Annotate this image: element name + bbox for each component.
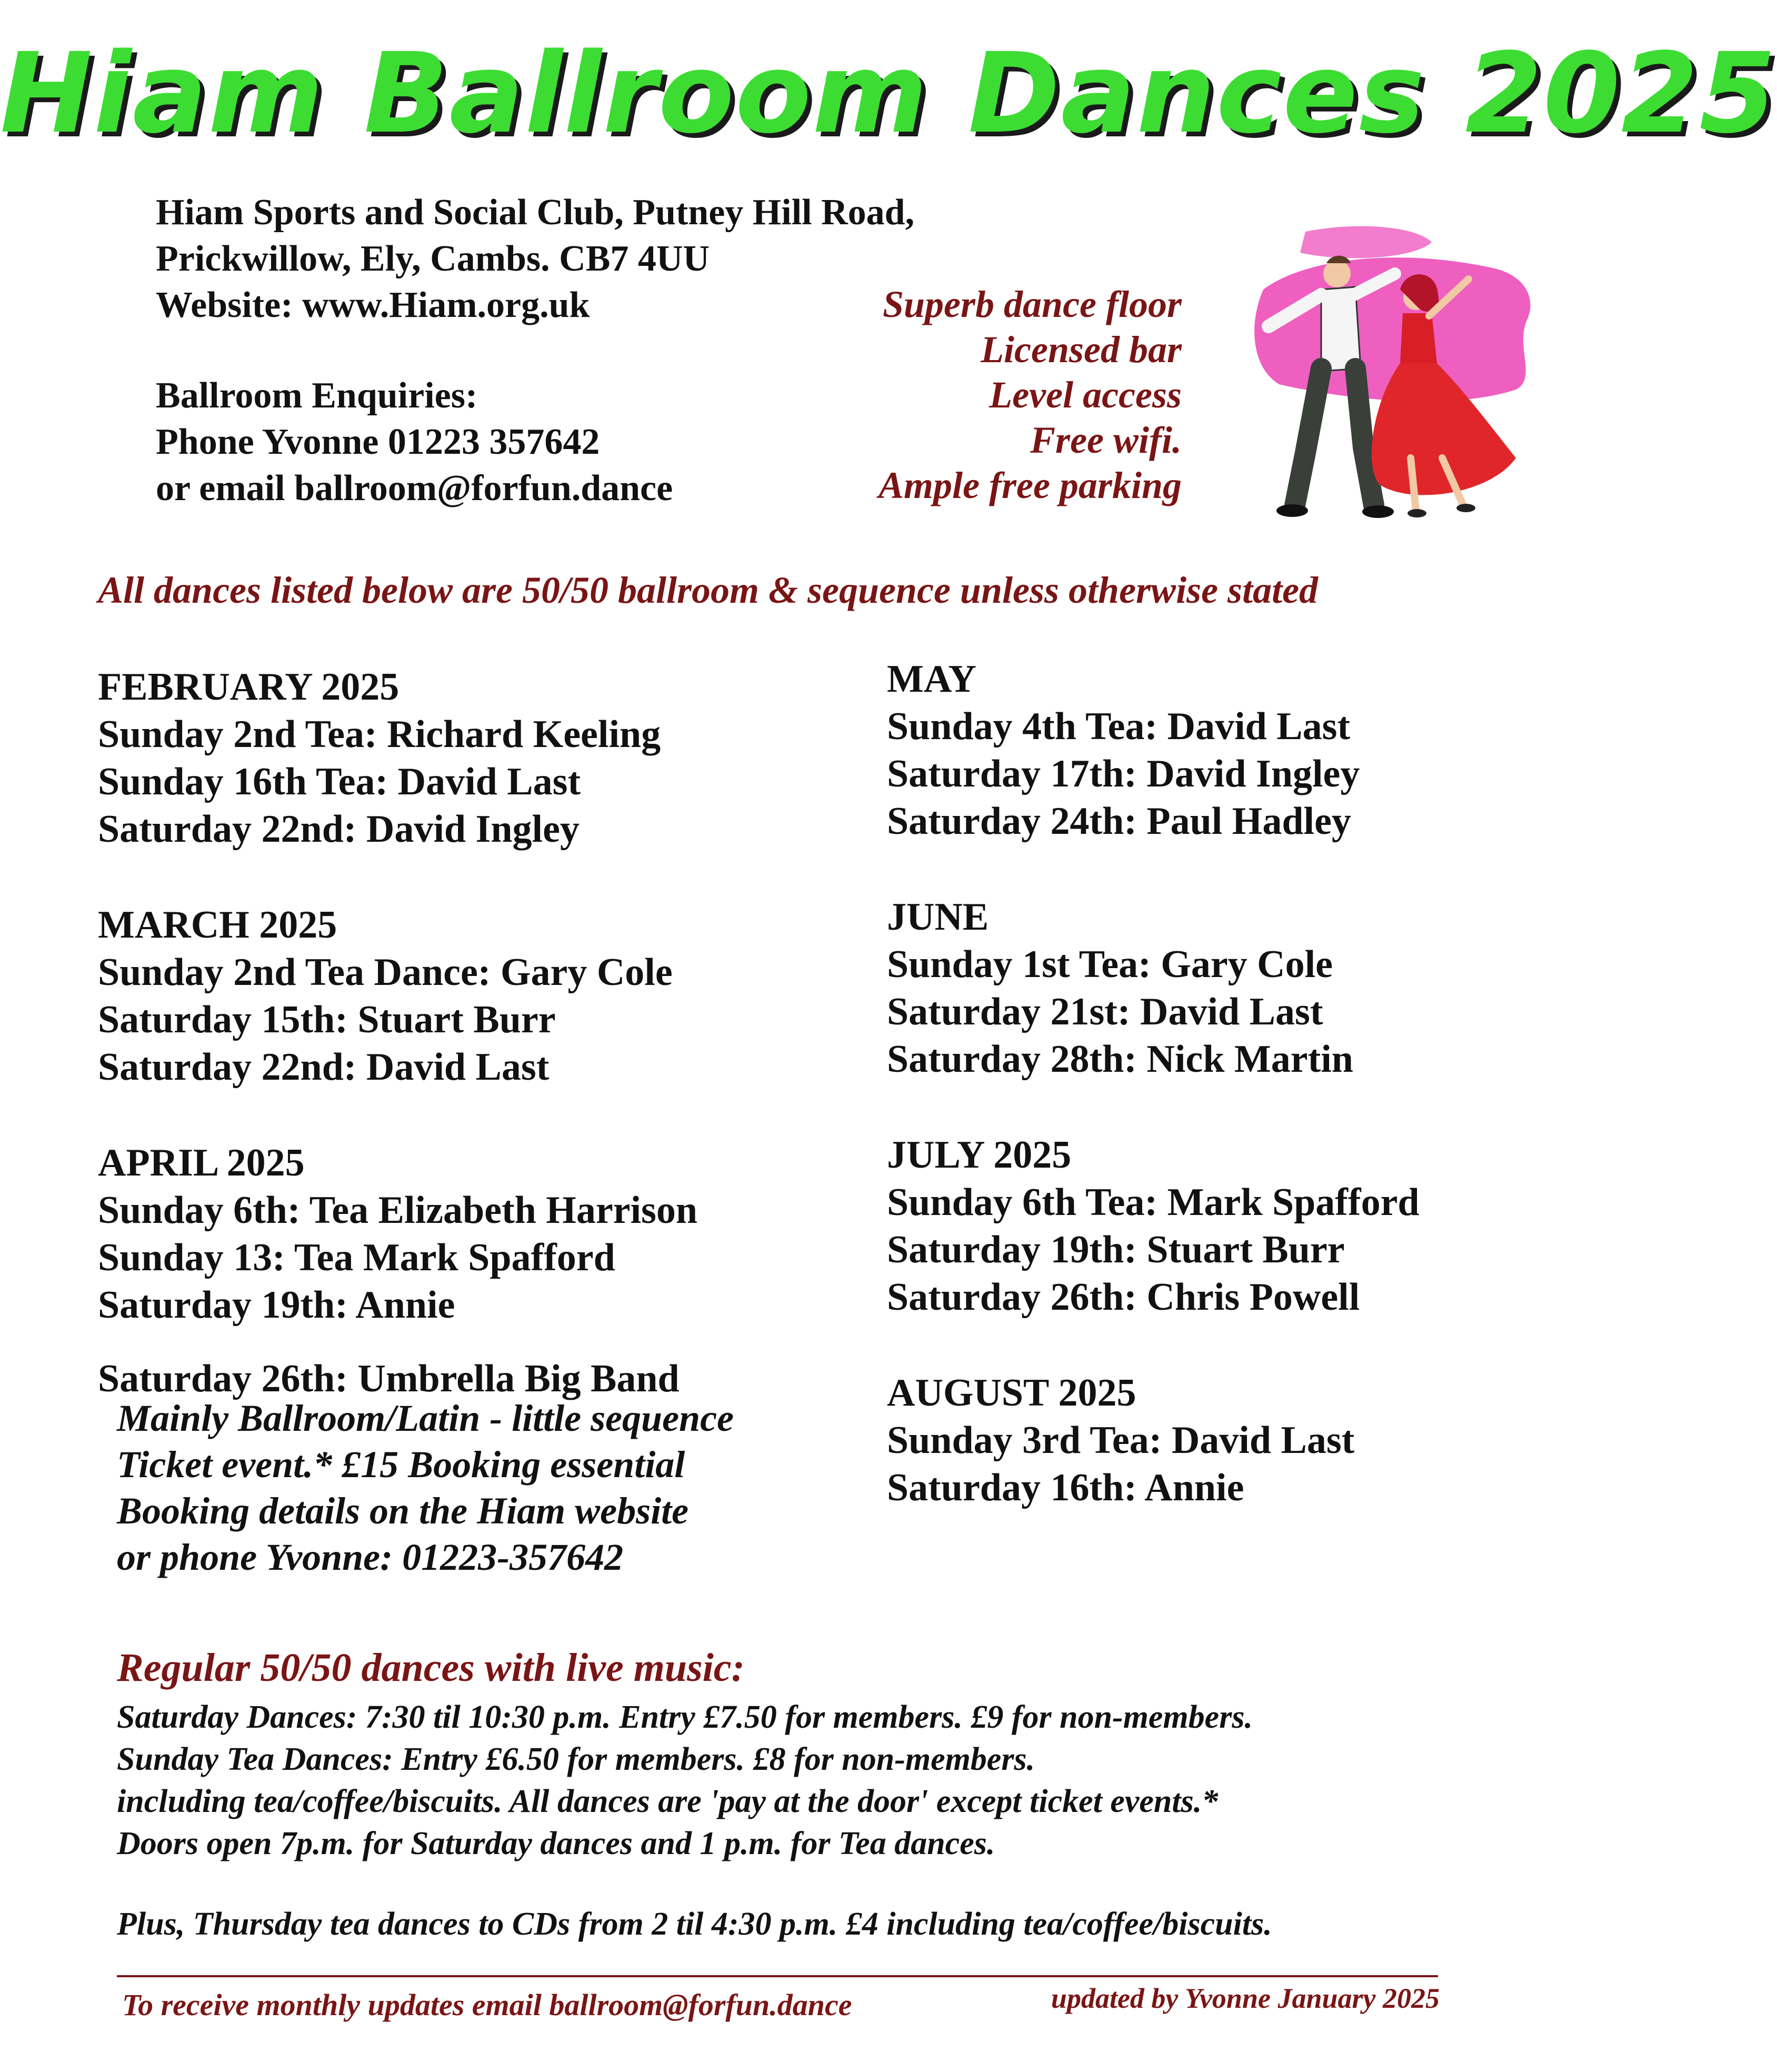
spacer	[98, 853, 697, 901]
ticket-detail-line: or phone Yvonne: 01223-357642	[117, 1536, 624, 1578]
month-heading-february: FEBRUARY 2025	[98, 665, 400, 709]
event-item: Saturday 17th: David Ingley	[887, 752, 1360, 795]
month-heading-march: MARCH 2025	[98, 903, 337, 947]
ticket-detail-line: Ticket event.* £15 Booking essential	[117, 1443, 685, 1486]
month-heading-august: AUGUST 2025	[887, 1371, 1136, 1414]
venue-website: Website: www.Hiam.org.uk	[156, 285, 590, 325]
features-list	[878, 282, 1182, 508]
regular-dances-heading: Regular 50/50 dances with live music:	[117, 1646, 745, 1690]
spacer	[887, 1083, 1420, 1131]
enquiries-heading: Ballroom Enquiries:	[156, 375, 478, 416]
enquiries-email: or email ballroom@forfun.dance	[156, 468, 673, 509]
event-item-umbrella: Saturday 26th: Umbrella Big Band	[98, 1357, 680, 1400]
event-item: Sunday 2nd Tea Dance: Gary Cole	[98, 951, 673, 994]
event-item: Sunday 3rd Tea: David Last	[887, 1419, 1355, 1462]
ticket-event-details	[117, 1395, 734, 1580]
venue-line-1: Hiam Sports and Social Club, Putney Hill Road,	[156, 192, 915, 233]
regular-info-line: Sunday Tea Dances: Entry £6.50 for members. £8 for non-members.	[117, 1741, 1035, 1777]
spacer	[98, 1091, 697, 1139]
event-item: Sunday 13: Tea Mark Spafford	[98, 1236, 615, 1279]
regular-info-line: Saturday Dances: 7:30 til 10:30 p.m. Entry £7.50 for members. £9 for non-members.	[117, 1699, 1253, 1735]
event-item: Sunday 6th: Tea Elizabeth Harrison	[98, 1189, 698, 1232]
enquiries-block	[156, 373, 673, 512]
event-item: Saturday 24th: Paul Hadley	[887, 800, 1351, 843]
spacer	[887, 1321, 1420, 1369]
event-item: Saturday 26th: Chris Powell	[887, 1276, 1360, 1319]
thursday-info: Plus, Thursday tea dances to CDs from 2 til 4:30 p.m. £4 including tea/coffee/biscuits.	[117, 1906, 1272, 1942]
event-item: Saturday 16th: Annie	[887, 1466, 1244, 1509]
dancing-couple-illustration	[1242, 211, 1537, 526]
event-item: Saturday 15th: Stuart Burr	[98, 998, 556, 1041]
month-heading-july: JULY 2025	[887, 1133, 1072, 1177]
footer-divider	[117, 1975, 1438, 1977]
feature-item: Free wifi.	[1030, 419, 1182, 461]
regular-dances-info	[117, 1696, 1253, 1865]
schedule-left-column	[98, 663, 697, 1402]
event-item: Saturday 22nd: David Ingley	[98, 808, 580, 851]
venue-line-2: Prickwillow, Ely, Cambs. CB7 4UU	[156, 238, 710, 279]
event-item: Saturday 19th: Stuart Burr	[887, 1228, 1345, 1271]
month-heading-april: APRIL 2025	[98, 1141, 305, 1184]
event-item: Saturday 21st: David Last	[887, 990, 1323, 1033]
month-heading-june: JUNE	[887, 895, 989, 939]
event-item: Sunday 4th Tea: David Last	[887, 705, 1351, 748]
ticket-detail-line: Booking details on the Hiam website	[117, 1490, 689, 1532]
schedule-right-column	[887, 655, 1420, 1511]
regular-info-line: including tea/coffee/biscuits. All dances are 'pay at the door' except ticket events.*	[117, 1784, 1219, 1819]
footer-updated-by: updated by Yvonne January 2025	[1051, 1983, 1440, 2014]
spacer	[887, 845, 1420, 893]
ticket-detail-line: Mainly Ballroom/Latin - little sequence	[117, 1397, 734, 1439]
event-item: Sunday 1st Tea: Gary Cole	[887, 943, 1333, 986]
dances-notice: All dances listed below are 50/50 ballroom & sequence unless otherwise stated	[98, 569, 1319, 611]
feature-item: Ample free parking	[878, 464, 1182, 506]
feature-item: Licensed bar	[981, 328, 1182, 371]
event-item: Sunday 16th Tea: David Last	[98, 760, 581, 803]
event-item: Saturday 19th: Annie	[98, 1283, 455, 1327]
spacer	[98, 1329, 697, 1355]
event-item: Sunday 6th Tea: Mark Spafford	[887, 1181, 1420, 1224]
feature-item: Level access	[989, 374, 1182, 416]
venue-address	[156, 190, 914, 328]
event-item: Saturday 28th: Nick Martin	[887, 1038, 1353, 1081]
month-heading-may: MAY	[887, 658, 976, 701]
enquiries-phone: Phone Yvonne 01223 357642	[156, 422, 600, 462]
event-item: Saturday 22nd: David Last	[98, 1045, 550, 1089]
regular-info-line: Doors open 7p.m. for Saturday dances and 1 p.m. for Tea dances.	[117, 1826, 995, 1861]
footer-updates-note: To receive monthly updates email ballroom@forfun.dance	[122, 1988, 852, 2022]
event-item: Sunday 2nd Tea: Richard Keeling	[98, 713, 661, 756]
feature-item: Superb dance floor	[882, 283, 1182, 325]
page-title: Hiam Ballroom Dances 2025	[0, 29, 1777, 158]
